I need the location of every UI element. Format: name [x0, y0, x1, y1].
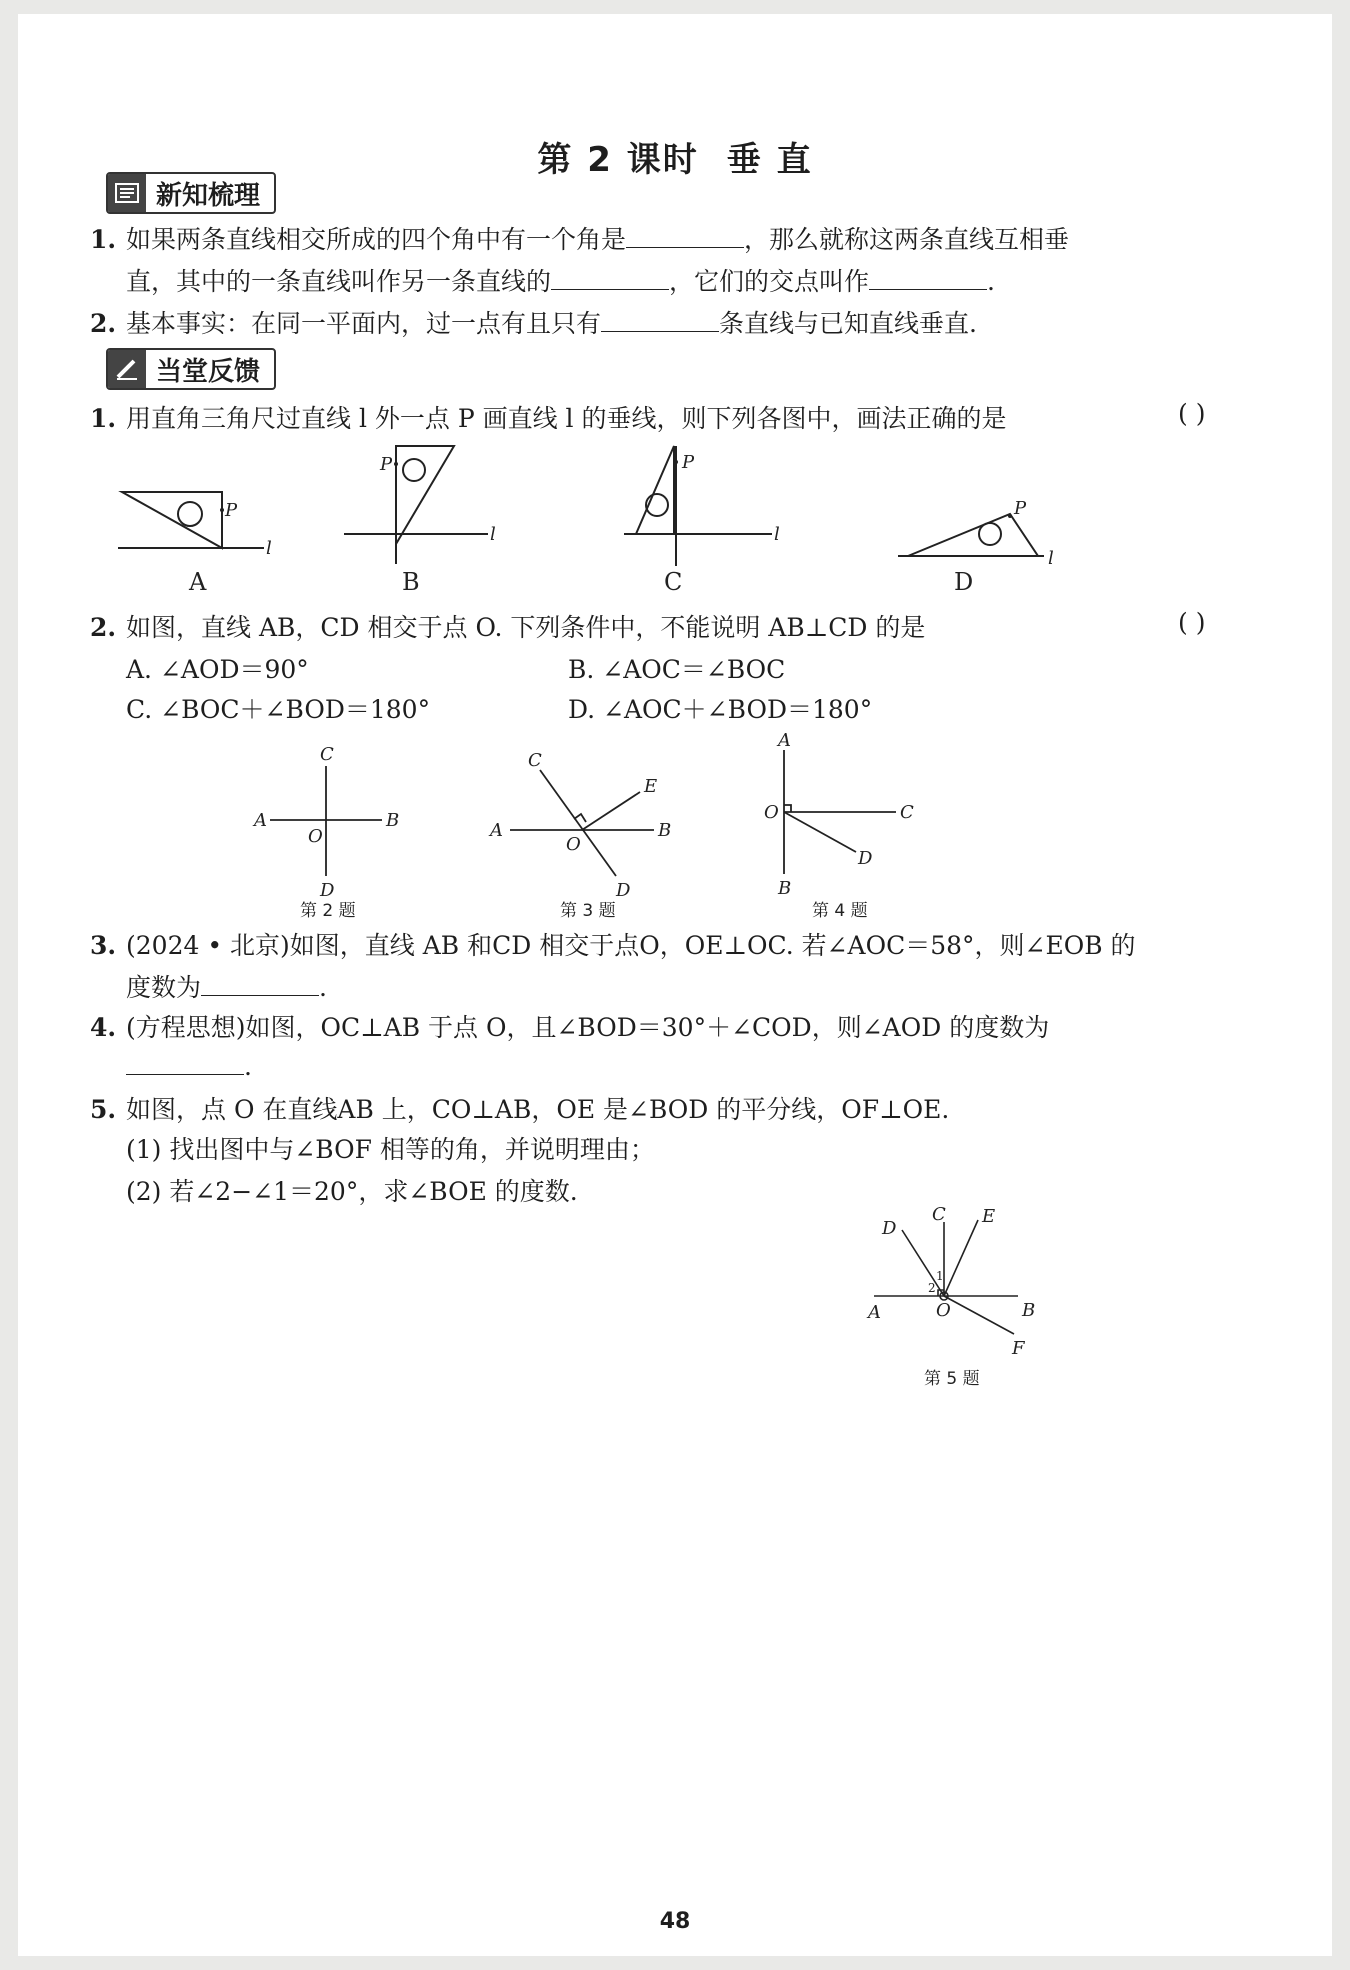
question-text: 如图，点 O 在直线AB 上，CO⊥AB，OE 是∠BOD 的平分线，OF⊥OE. [126, 1095, 950, 1124]
question-text: (2024 • 北京)如图，直线 AB 和CD 相交于点O，OE⊥OC. 若∠AOC＝58°，则∠EOB 的 [126, 931, 1136, 960]
answer-blank[interactable] [869, 265, 987, 290]
question-4-line1 [90, 1008, 1049, 1044]
fill-question-2 [90, 304, 977, 340]
question-number: 3. [90, 931, 117, 960]
text: ，那么就称这两条直线互相垂 [744, 225, 1070, 254]
fig3-caption: 第 3 题 [560, 901, 616, 920]
option-c-figure[interactable] [624, 446, 772, 566]
section-title: 新知梳理 [156, 180, 261, 211]
answer-paren[interactable]: ( ) [1178, 608, 1206, 637]
fig5-label-b: B [1022, 1300, 1036, 1321]
text: 度数为 [126, 973, 202, 1002]
fig2-caption: 第 2 题 [300, 901, 356, 920]
option-d-figure[interactable] [898, 514, 1044, 556]
line-l-label: l [490, 524, 496, 545]
choice-a[interactable]: A. ∠AOD＝90° [126, 655, 309, 684]
fig4-lines [784, 750, 896, 874]
option-d-label[interactable]: D [954, 568, 974, 596]
section-title: 当堂反馈 [156, 356, 261, 387]
question-5-part-1: (1) 找出图中与∠BOF 相等的角，并说明理由； [126, 1135, 655, 1164]
section-header-new-knowledge [106, 172, 276, 214]
text: 基本事实：在同一平面内，过一点有且只有 [126, 309, 602, 338]
fill-question-1-line2 [126, 262, 995, 298]
fig5-label-a: A [868, 1302, 881, 1323]
fig4-label-a: A [778, 730, 791, 751]
point-p-label: P [1014, 498, 1027, 519]
fig2-label-b: B [386, 810, 400, 831]
fig4-label-b: B [778, 878, 792, 899]
fill-question-1-line1 [90, 220, 1069, 256]
question-4-line2 [126, 1050, 252, 1081]
point-p-label: P [682, 452, 695, 473]
question-text: 如图，直线 AB，CD 相交于点 O. 下列条件中，不能说明 AB⊥CD 的是 [126, 613, 926, 642]
fig2-label-a: A [254, 810, 267, 831]
fig2-label-c: C [320, 744, 334, 765]
fig4-label-o: O [764, 802, 779, 823]
question-number: 2. [90, 613, 117, 642]
choice-d[interactable]: D. ∠AOC＋∠BOD＝180° [568, 695, 873, 724]
question-number: 4. [90, 1013, 117, 1042]
answer-blank[interactable] [626, 223, 744, 248]
fig3-label-a: A [490, 820, 503, 841]
question-number: 1. [90, 225, 117, 254]
fig5-angle-2-label: 2 [928, 1281, 936, 1295]
figures-2-3-4 [218, 730, 1118, 920]
lesson-label: 第 2 课时 [537, 140, 699, 180]
fig5-label-c: C [932, 1204, 946, 1225]
answer-blank[interactable] [201, 971, 319, 996]
question-text: (方程思想)如图，OC⊥AB 于点 O，且∠BOD＝30°＋∠COD，则∠AOD 的度数为 [126, 1013, 1050, 1042]
text: 如果两条直线相交所成的四个角中有一个角是 [126, 225, 627, 254]
fig4-label-d: D [858, 848, 873, 869]
answer-blank[interactable] [126, 1050, 244, 1075]
question-3-line1 [90, 926, 1136, 962]
question-3-line2 [126, 968, 327, 1004]
fig3-label-d: D [616, 880, 631, 901]
question-text: 用直角三角尺过直线 l 外一点 P 画直线 l 的垂线，则下列各图中，画法正确的是 [126, 404, 1007, 433]
option-a-figure[interactable] [118, 492, 264, 548]
answer-blank[interactable] [601, 307, 719, 332]
fig3-label-b: B [658, 820, 672, 841]
fig2-label-o: O [308, 826, 323, 847]
fig5-angle-1-label: 1 [936, 1269, 944, 1283]
fig5-label-d: D [882, 1218, 897, 1239]
text: . [987, 267, 995, 296]
line-l-label: l [266, 538, 272, 559]
point-p-label: P [380, 454, 393, 475]
section-header-class-feedback [106, 348, 276, 390]
option-c-label[interactable]: C [664, 568, 683, 596]
fig3-label-o: O [566, 834, 581, 855]
text: . [319, 973, 327, 1002]
question-2 [90, 608, 925, 644]
text: 直，其中的一条直线叫作另一条直线的 [126, 267, 552, 296]
fig5-label-f: F [1012, 1338, 1025, 1359]
line-l-label: l [774, 524, 780, 545]
question-5 [90, 1090, 949, 1126]
answer-blank[interactable] [551, 265, 669, 290]
option-b-figure[interactable] [344, 446, 488, 564]
text: . [244, 1052, 252, 1081]
topic-label: 垂 直 [726, 140, 813, 180]
option-b-label[interactable]: B [402, 568, 420, 596]
fig5-caption: 第 5 题 [924, 1369, 980, 1389]
fig4-label-c: C [900, 802, 914, 823]
pencil-icon [108, 350, 146, 388]
fig2-label-d: D [320, 880, 335, 901]
fig4-caption: 第 4 题 [812, 901, 868, 920]
q1-figures [104, 428, 1244, 604]
point-p-label: P [225, 500, 238, 521]
question-number: 2. [90, 309, 117, 338]
page-number: 48 [659, 1909, 691, 1934]
choice-c[interactable]: C. ∠BOC＋∠BOD＝180° [126, 695, 431, 724]
text: ，它们的交点叫作 [669, 267, 870, 296]
fig3-label-e: E [644, 776, 658, 797]
fig5-label-e: E [982, 1206, 996, 1227]
question-number: 5. [90, 1095, 117, 1124]
question-number: 1. [90, 404, 117, 433]
text: 条直线与已知直线垂直. [719, 309, 977, 338]
fig5-label-o: O [936, 1300, 951, 1321]
figure-5 [848, 1200, 1088, 1390]
choice-b[interactable]: B. ∠AOC＝∠BOC [568, 655, 786, 684]
line-l-label: l [1048, 548, 1054, 569]
book-icon [108, 174, 146, 212]
fig3-label-c: C [528, 750, 542, 771]
option-a-label[interactable]: A [189, 568, 207, 596]
fig2-lines [270, 766, 382, 876]
question-5-part-2: (2) 若∠2−∠1＝20°，求∠BOE 的度数. [126, 1177, 578, 1206]
page [18, 14, 1332, 1956]
fig3-lines [510, 770, 654, 876]
answer-paren[interactable]: ( ) [1178, 399, 1206, 428]
